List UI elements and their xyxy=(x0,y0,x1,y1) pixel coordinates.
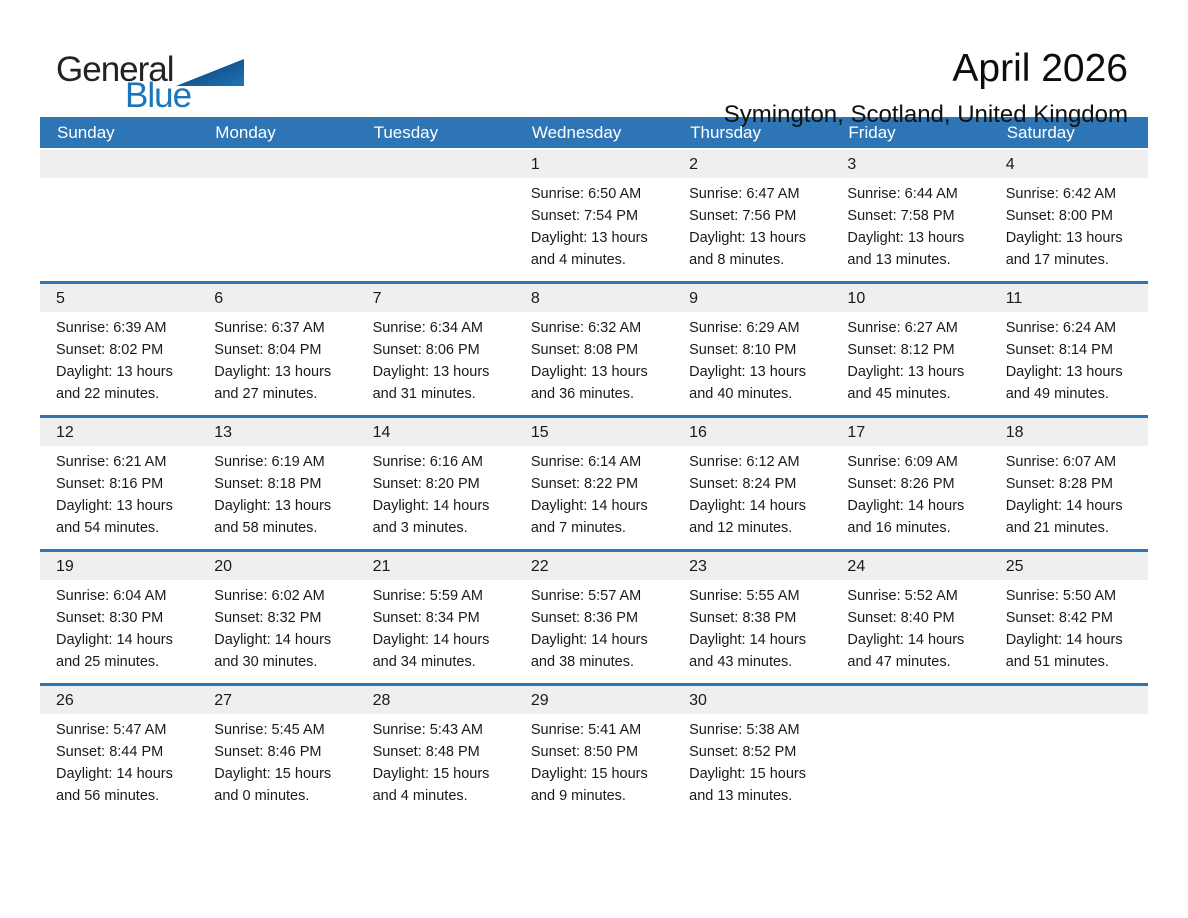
sunset-text: Sunset: 8:14 PM xyxy=(1005,342,1113,359)
sunset-text: Sunset: 8:26 PM xyxy=(847,476,955,493)
day-number: 13 xyxy=(198,418,356,446)
sunset-text: Sunset: 8:50 PM xyxy=(530,744,639,761)
sunset-text: Sunset: 8:44 PM xyxy=(56,744,164,761)
day-details xyxy=(673,446,831,549)
daylight-text: Daylight: 15 hours and 9 minutes. xyxy=(530,766,648,805)
day-details xyxy=(673,714,831,817)
weekday-header-row xyxy=(40,117,1148,148)
day-details xyxy=(515,312,673,415)
day-cell xyxy=(990,552,1148,683)
sunset-text: Sunset: 8:30 PM xyxy=(56,610,164,627)
day-number: 29 xyxy=(515,686,673,714)
sunrise-text: Sunrise: 6:42 AM xyxy=(1005,186,1117,202)
day-number: 22 xyxy=(515,552,673,580)
day-cell xyxy=(515,284,673,415)
sunset-text: Sunset: 7:54 PM xyxy=(530,208,639,225)
day-number: 10 xyxy=(831,284,989,312)
day-number: 19 xyxy=(40,552,198,580)
day-details xyxy=(831,446,989,549)
sunset-text: Sunset: 8:00 PM xyxy=(1005,208,1113,225)
day-number: 8 xyxy=(515,284,673,312)
sunrise-text: Sunrise: 6:21 AM xyxy=(56,454,167,470)
day-number: 6 xyxy=(198,284,356,312)
daylight-text: Daylight: 14 hours and 43 minutes. xyxy=(689,632,807,671)
daylight-text: Daylight: 14 hours and 47 minutes. xyxy=(847,632,965,671)
logo-text-general: General xyxy=(56,50,174,89)
sunrise-text: Sunrise: 6:07 AM xyxy=(1005,454,1117,470)
day-details xyxy=(515,580,673,683)
day-number xyxy=(831,686,989,714)
week-row xyxy=(40,150,1148,281)
empty-day-cell xyxy=(990,686,1148,817)
title-block xyxy=(724,47,1128,129)
sunset-text: Sunset: 7:58 PM xyxy=(847,208,955,225)
sunset-text: Sunset: 8:10 PM xyxy=(689,342,797,359)
day-cell xyxy=(673,150,831,281)
day-cell xyxy=(357,284,515,415)
day-number: 27 xyxy=(198,686,356,714)
daylight-text: Daylight: 13 hours and 27 minutes. xyxy=(214,364,332,403)
day-cell xyxy=(198,284,356,415)
sunrise-text: Sunrise: 5:57 AM xyxy=(530,588,642,604)
sunset-text: Sunset: 8:46 PM xyxy=(214,744,322,761)
day-number: 12 xyxy=(40,418,198,446)
day-details xyxy=(990,580,1148,683)
day-cell xyxy=(831,552,989,683)
daylight-text: Daylight: 13 hours and 8 minutes. xyxy=(689,230,807,269)
calendar-weeks xyxy=(40,150,1148,817)
day-number: 1 xyxy=(515,150,673,178)
sunset-text: Sunset: 8:48 PM xyxy=(372,744,480,761)
daylight-text: Daylight: 13 hours and 40 minutes. xyxy=(689,364,807,403)
day-details xyxy=(990,714,1148,817)
month-title: April 2026 xyxy=(952,47,1128,90)
day-number: 21 xyxy=(357,552,515,580)
day-cell xyxy=(990,150,1148,281)
day-details xyxy=(198,446,356,549)
sunset-text: Sunset: 8:34 PM xyxy=(372,610,480,627)
day-cell xyxy=(198,686,356,817)
day-cell xyxy=(990,418,1148,549)
day-details xyxy=(40,312,198,415)
day-cell xyxy=(40,284,198,415)
week-row xyxy=(40,415,1148,549)
sunrise-text: Sunrise: 6:32 AM xyxy=(530,320,642,336)
sunrise-text: Sunrise: 6:19 AM xyxy=(214,454,325,470)
day-details xyxy=(515,714,673,817)
day-number: 26 xyxy=(40,686,198,714)
day-number: 16 xyxy=(673,418,831,446)
sunrise-text: Sunrise: 5:59 AM xyxy=(372,588,483,604)
sunset-text: Sunset: 8:20 PM xyxy=(372,476,480,493)
sunset-text: Sunset: 8:38 PM xyxy=(689,610,797,627)
sunrise-text: Sunrise: 5:50 AM xyxy=(1005,588,1117,604)
week-row xyxy=(40,549,1148,683)
sunrise-text: Sunrise: 6:24 AM xyxy=(1005,320,1117,336)
sunset-text: Sunset: 8:24 PM xyxy=(689,476,797,493)
day-cell xyxy=(515,150,673,281)
day-details xyxy=(198,178,356,281)
daylight-text: Daylight: 15 hours and 4 minutes. xyxy=(372,766,490,805)
day-number: 5 xyxy=(40,284,198,312)
daylight-text: Daylight: 13 hours and 36 minutes. xyxy=(530,364,648,403)
daylight-text: Daylight: 13 hours and 31 minutes. xyxy=(372,364,490,403)
sunrise-text: Sunrise: 6:39 AM xyxy=(56,320,167,336)
daylight-text: Daylight: 13 hours and 22 minutes. xyxy=(56,364,173,403)
day-details xyxy=(515,178,673,281)
daylight-text: Daylight: 13 hours and 45 minutes. xyxy=(847,364,965,403)
day-details xyxy=(990,178,1148,281)
day-details xyxy=(40,178,198,281)
sunrise-text: Sunrise: 6:29 AM xyxy=(689,320,800,336)
day-cell xyxy=(40,552,198,683)
sunrise-text: Sunrise: 5:43 AM xyxy=(372,722,483,738)
daylight-text: Daylight: 14 hours and 38 minutes. xyxy=(530,632,648,671)
day-number: 28 xyxy=(357,686,515,714)
day-number: 30 xyxy=(673,686,831,714)
day-cell xyxy=(515,686,673,817)
sunset-text: Sunset: 8:18 PM xyxy=(214,476,322,493)
sunset-text: Sunset: 8:40 PM xyxy=(847,610,955,627)
sunrise-text: Sunrise: 5:47 AM xyxy=(56,722,167,738)
day-number xyxy=(357,150,515,178)
day-cell xyxy=(831,418,989,549)
day-cell xyxy=(515,552,673,683)
day-number: 25 xyxy=(990,552,1148,580)
sunrise-text: Sunrise: 6:37 AM xyxy=(214,320,325,336)
sunrise-text: Sunrise: 6:12 AM xyxy=(689,454,800,470)
daylight-text: Daylight: 13 hours and 4 minutes. xyxy=(530,230,648,269)
sunrise-text: Sunrise: 6:47 AM xyxy=(689,186,800,202)
day-cell xyxy=(673,284,831,415)
location-subtitle: Symington, Scotland, United Kingdom xyxy=(723,100,1128,128)
day-cell xyxy=(673,418,831,549)
daylight-text: Daylight: 13 hours and 54 minutes. xyxy=(56,498,173,537)
day-number: 15 xyxy=(515,418,673,446)
sunset-text: Sunset: 8:12 PM xyxy=(847,342,955,359)
sunrise-text: Sunrise: 5:45 AM xyxy=(214,722,325,738)
day-details xyxy=(673,178,831,281)
empty-day-cell xyxy=(40,150,198,281)
sunrise-text: Sunrise: 6:04 AM xyxy=(56,588,167,604)
daylight-text: Daylight: 14 hours and 56 minutes. xyxy=(56,766,173,805)
empty-day-cell xyxy=(198,150,356,281)
sunrise-text: Sunrise: 6:16 AM xyxy=(372,454,483,470)
daylight-text: Daylight: 14 hours and 30 minutes. xyxy=(214,632,332,671)
sunset-text: Sunset: 8:22 PM xyxy=(530,476,639,493)
calendar-table xyxy=(40,117,1148,817)
sunset-text: Sunset: 8:42 PM xyxy=(1005,610,1113,627)
day-details xyxy=(40,446,198,549)
daylight-text: Daylight: 13 hours and 17 minutes. xyxy=(1005,230,1123,269)
day-number: 11 xyxy=(990,284,1148,312)
day-details xyxy=(357,312,515,415)
day-number xyxy=(198,150,356,178)
day-cell xyxy=(40,418,198,549)
general-blue-logo xyxy=(56,52,244,113)
day-cell xyxy=(198,418,356,549)
day-number: 7 xyxy=(357,284,515,312)
day-details xyxy=(40,580,198,683)
day-number: 17 xyxy=(831,418,989,446)
sunset-text: Sunset: 8:02 PM xyxy=(56,342,164,359)
daylight-text: Daylight: 13 hours and 49 minutes. xyxy=(1005,364,1123,403)
daylight-text: Daylight: 14 hours and 25 minutes. xyxy=(56,632,173,671)
day-number: 9 xyxy=(673,284,831,312)
daylight-text: Daylight: 13 hours and 13 minutes. xyxy=(847,230,965,269)
empty-day-cell xyxy=(357,150,515,281)
sunrise-text: Sunrise: 6:02 AM xyxy=(214,588,325,604)
sunrise-text: Sunrise: 5:52 AM xyxy=(847,588,958,604)
sunset-text: Sunset: 8:52 PM xyxy=(689,744,797,761)
day-cell xyxy=(357,418,515,549)
day-details xyxy=(831,312,989,415)
weekday-header-friday: Friday xyxy=(848,122,896,142)
day-details xyxy=(198,312,356,415)
week-row xyxy=(40,683,1148,817)
empty-day-cell xyxy=(831,686,989,817)
day-cell xyxy=(357,552,515,683)
day-details xyxy=(357,446,515,549)
weekday-header-wednesday: Wednesday xyxy=(531,122,622,142)
sunrise-text: Sunrise: 5:38 AM xyxy=(689,722,800,738)
sunrise-text: Sunrise: 6:50 AM xyxy=(530,186,642,202)
weekday-header-tuesday: Tuesday xyxy=(373,122,439,142)
day-details xyxy=(357,178,515,281)
weekday-header-monday: Monday xyxy=(215,122,276,142)
daylight-text: Daylight: 13 hours and 58 minutes. xyxy=(214,498,332,537)
daylight-text: Daylight: 14 hours and 16 minutes. xyxy=(847,498,965,537)
day-number: 4 xyxy=(990,150,1148,178)
day-number: 3 xyxy=(831,150,989,178)
daylight-text: Daylight: 14 hours and 3 minutes. xyxy=(372,498,490,537)
sunrise-text: Sunrise: 5:55 AM xyxy=(689,588,800,604)
day-cell xyxy=(40,686,198,817)
day-cell xyxy=(990,284,1148,415)
day-details xyxy=(831,580,989,683)
weekday-header-saturday: Saturday xyxy=(1006,122,1075,142)
day-details xyxy=(357,714,515,817)
day-details xyxy=(831,178,989,281)
sunrise-text: Sunrise: 6:14 AM xyxy=(530,454,642,470)
page-header xyxy=(0,0,1188,128)
daylight-text: Daylight: 14 hours and 34 minutes. xyxy=(372,632,490,671)
daylight-text: Daylight: 14 hours and 7 minutes. xyxy=(530,498,648,537)
sunset-text: Sunset: 8:04 PM xyxy=(214,342,322,359)
day-details xyxy=(831,714,989,817)
day-details xyxy=(515,446,673,549)
week-row xyxy=(40,281,1148,415)
daylight-text: Daylight: 14 hours and 12 minutes. xyxy=(689,498,807,537)
sunset-text: Sunset: 7:56 PM xyxy=(689,208,797,225)
day-details xyxy=(357,580,515,683)
day-number xyxy=(40,150,198,178)
daylight-text: Daylight: 15 hours and 0 minutes. xyxy=(214,766,332,805)
day-cell xyxy=(673,686,831,817)
sunset-text: Sunset: 8:36 PM xyxy=(530,610,639,627)
day-number: 2 xyxy=(673,150,831,178)
day-cell xyxy=(831,284,989,415)
day-details xyxy=(198,580,356,683)
day-details xyxy=(673,580,831,683)
day-cell xyxy=(198,552,356,683)
day-number: 24 xyxy=(831,552,989,580)
sunset-text: Sunset: 8:16 PM xyxy=(56,476,164,493)
weekday-header-sunday: Sunday xyxy=(57,122,115,142)
sunset-text: Sunset: 8:32 PM xyxy=(214,610,322,627)
day-number: 14 xyxy=(357,418,515,446)
day-details xyxy=(40,714,198,817)
day-cell xyxy=(831,150,989,281)
day-details xyxy=(990,312,1148,415)
sunrise-text: Sunrise: 6:27 AM xyxy=(847,320,958,336)
day-number: 18 xyxy=(990,418,1148,446)
daylight-text: Daylight: 15 hours and 13 minutes. xyxy=(689,766,807,805)
day-number: 23 xyxy=(673,552,831,580)
weekday-header-thursday: Thursday xyxy=(690,122,762,142)
day-cell xyxy=(357,686,515,817)
sunrise-text: Sunrise: 6:44 AM xyxy=(847,186,958,202)
day-cell xyxy=(515,418,673,549)
day-number: 20 xyxy=(198,552,356,580)
sunset-text: Sunset: 8:06 PM xyxy=(372,342,480,359)
daylight-text: Daylight: 14 hours and 21 minutes. xyxy=(1005,498,1123,537)
day-details xyxy=(673,312,831,415)
sunrise-text: Sunrise: 6:34 AM xyxy=(372,320,483,336)
sunrise-text: Sunrise: 6:09 AM xyxy=(847,454,958,470)
logo-text-blue: Blue xyxy=(125,76,192,115)
sunset-text: Sunset: 8:28 PM xyxy=(1005,476,1113,493)
day-number xyxy=(990,686,1148,714)
day-cell xyxy=(673,552,831,683)
daylight-text: Daylight: 14 hours and 51 minutes. xyxy=(1005,632,1123,671)
day-details xyxy=(198,714,356,817)
day-details xyxy=(990,446,1148,549)
sunrise-text: Sunrise: 5:41 AM xyxy=(530,722,642,738)
sunset-text: Sunset: 8:08 PM xyxy=(530,342,639,359)
